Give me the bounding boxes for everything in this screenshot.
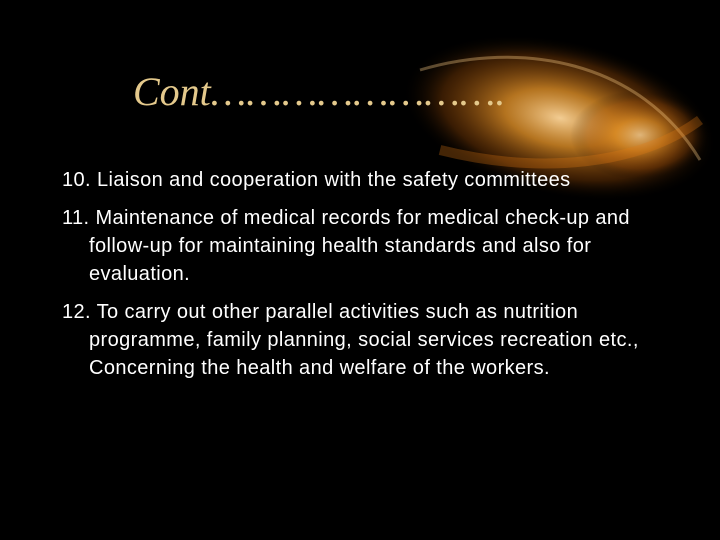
slide-title: Cont……………………. bbox=[133, 69, 506, 114]
bullet-list bbox=[62, 166, 672, 392]
bullet-item: 12. To carry out other parallel activities such as nutrition programme, family planning, social services recreation etc., Concerning the health and welfare of the workers. bbox=[62, 301, 639, 379]
bullet-item: 11. Maintenance of medical records for medical check-up and follow-up for maintaining health standards and also for evaluation. bbox=[62, 207, 630, 285]
bullet-item: 10. Liaison and cooperation with the safety committees bbox=[62, 169, 571, 191]
